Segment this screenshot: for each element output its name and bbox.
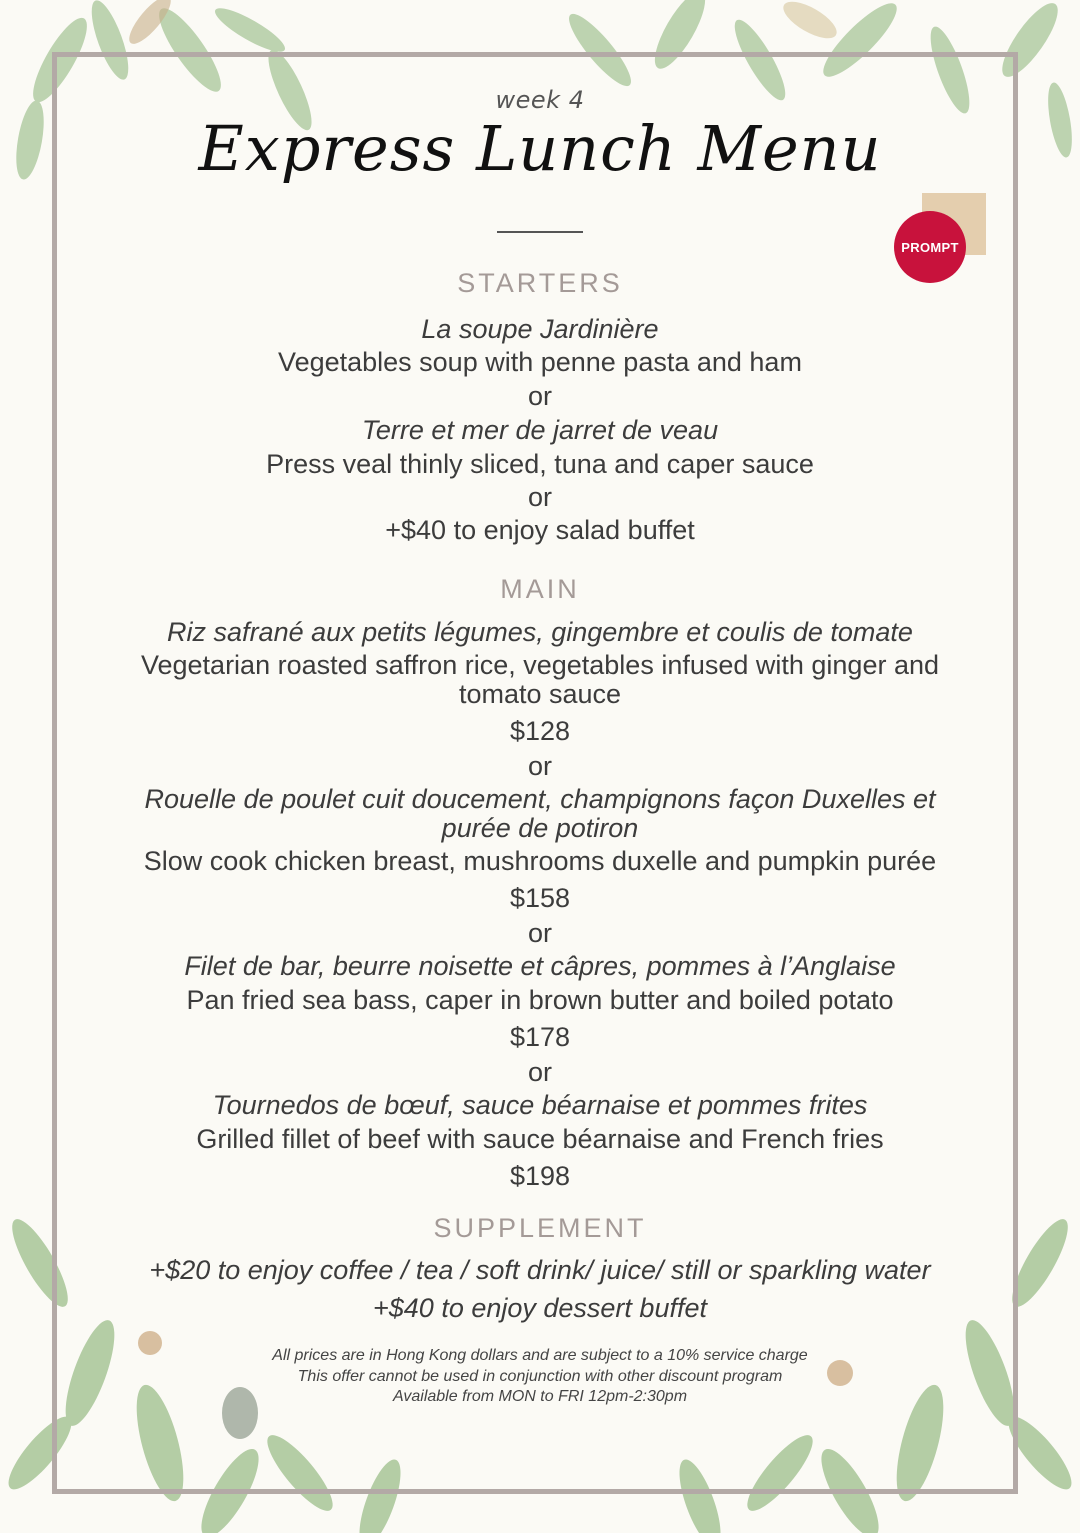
main-2-french-cont: purée de potiron [441, 813, 639, 843]
main-4-price: $198 [509, 1161, 571, 1191]
footer-note-prices: All prices are in Hong Kong dollars and are subject to a 10% service charge [272, 1347, 808, 1364]
separator-or: or [527, 482, 552, 512]
main-4-english: Grilled fillet of beef with sauce béarnaise and French fries [196, 1124, 884, 1154]
starter-1-english: Vegetables soup with penne pasta and ham [278, 347, 802, 377]
week-label: week 4 [495, 86, 585, 114]
starter-salad-buffet: +$40 to enjoy salad buffet [385, 515, 695, 545]
section-heading-main: MAIN [500, 574, 580, 604]
starter-1-french: La soupe Jardinière [421, 314, 659, 344]
section-heading-supplement: SUPPLEMENT [433, 1213, 647, 1243]
logo-badge: PROMPT [894, 211, 966, 283]
supplement-drinks: +$20 to enjoy coffee / tea / soft drink/ juice/ still or sparkling water [149, 1255, 931, 1285]
main-1-french: Riz safrané aux petits légumes, gingembre et coulis de tomate [167, 617, 913, 647]
main-1-price: $128 [509, 716, 571, 746]
main-1-english: Vegetarian roasted saffron rice, vegetables infused with ginger and [140, 650, 940, 680]
starter-2-english: Press veal thinly sliced, tuna and caper sauce [266, 449, 814, 479]
main-3-price: $178 [509, 1022, 571, 1052]
section-heading-starters: STARTERS [457, 268, 623, 298]
menu-title: Express Lunch Menu [198, 112, 882, 185]
footer-note-offer: This offer cannot be used in conjunction with other discount program [297, 1368, 783, 1385]
main-4-french: Tournedos de bœuf, sauce béarnaise et pommes frites [212, 1090, 868, 1120]
main-3-english: Pan fried sea bass, caper in brown butter and boiled potato [186, 985, 894, 1015]
title-divider [497, 231, 583, 233]
starter-2-french: Terre et mer de jarret de veau [361, 415, 719, 445]
main-2-price: $158 [509, 883, 571, 913]
footer-note-availability: Available from MON to FRI 12pm-2:30pm [392, 1388, 688, 1405]
main-2-french: Rouelle de poulet cuit doucement, champignons façon Duxelles et [144, 784, 936, 814]
separator-or: or [527, 381, 552, 411]
brand-logo [894, 193, 986, 287]
main-3-french: Filet de bar, beurre noisette et câpres, pommes à l’Anglaise [184, 951, 896, 981]
main-1-english-cont: tomato sauce [458, 679, 622, 709]
main-2-english: Slow cook chicken breast, mushrooms duxelle and pumpkin purée [143, 846, 937, 876]
supplement-dessert-buffet: +$40 to enjoy dessert buffet [373, 1293, 707, 1323]
separator-or: or [527, 918, 552, 948]
separator-or: or [527, 1057, 552, 1087]
separator-or: or [527, 751, 552, 781]
